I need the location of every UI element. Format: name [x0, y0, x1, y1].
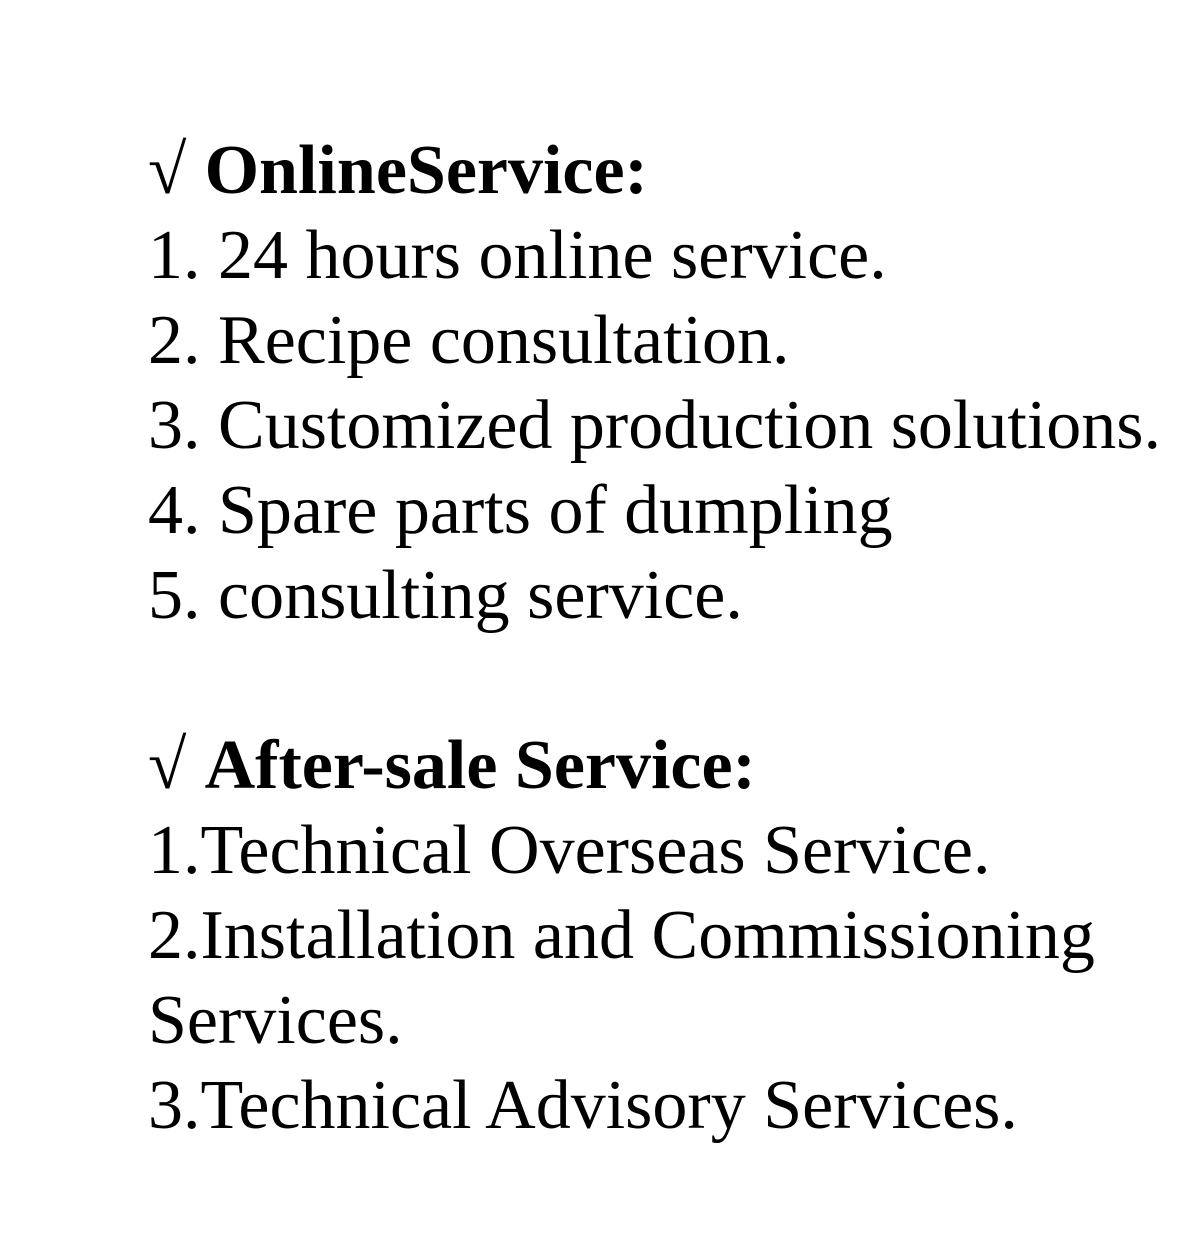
after-sale-line-2-wrap: Services. [148, 982, 403, 1059]
online-service-title: OnlineService: [204, 132, 648, 209]
after-sale-service-title: After-sale Service: [204, 727, 756, 804]
online-service-line-1: 1. 24 hours online service. [148, 217, 887, 294]
text-block [148, 128, 1161, 1148]
check-icon: √ [148, 727, 187, 804]
blank-line [148, 638, 1161, 723]
online-service-line-5: 5. consulting service. [148, 557, 743, 634]
after-sale-line-3: 3.Technical Advisory Services. [148, 1067, 1018, 1144]
after-sale-service-heading [148, 723, 1161, 808]
after-sale-service-section [148, 723, 1161, 1148]
check-icon: √ [148, 132, 187, 209]
after-sale-line-1: 1.Technical Overseas Service. [148, 812, 991, 889]
online-service-line-3: 3. Customized production solutions. [148, 387, 1162, 464]
online-service-line-2: 2. Recipe consultation. [148, 302, 790, 379]
online-service-line-4: 4. Spare parts of dumpling [148, 472, 893, 549]
online-service-section [148, 128, 1161, 638]
online-service-heading [148, 128, 1161, 213]
after-sale-line-2: 2.Installation and Commissioning [148, 897, 1095, 974]
